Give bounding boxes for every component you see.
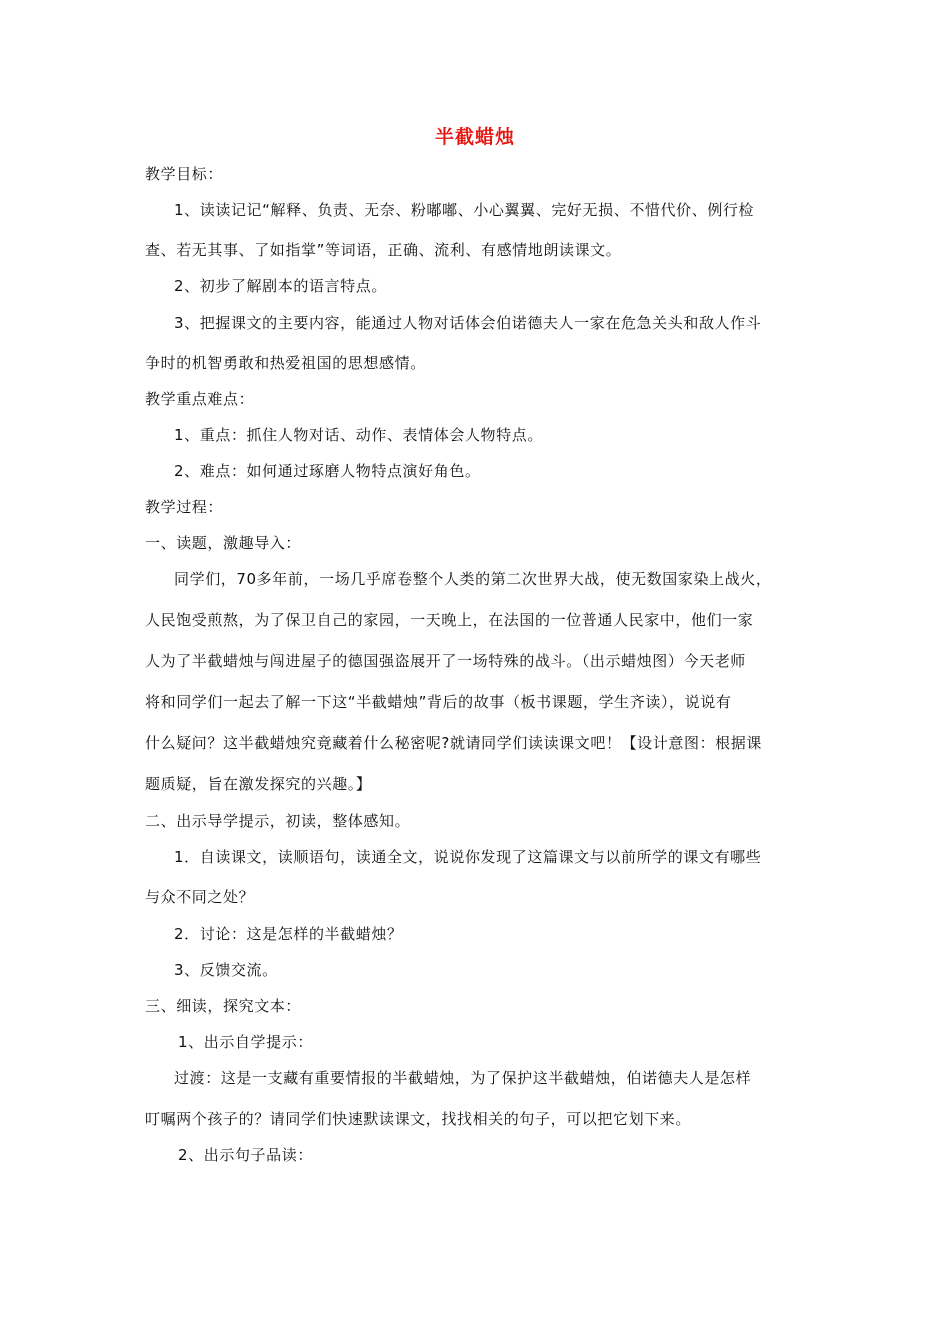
heading-key-points: 教学重点难点： (145, 390, 255, 408)
heading-teaching-process: 教学过程： (145, 498, 224, 516)
paragraph-line: 什么疑问？这半截蜡烛究竟藏着什么秘密呢?就请同学们读读课文吧！【设计意图：根据课 (145, 734, 762, 752)
paragraph-line: 过渡：这是一支藏有重要情报的半截蜡烛，为了保护这半截蜡烛，伯诺德夫人是怎样 (174, 1069, 752, 1087)
section-heading-1: 一、读题，激趣导入： (145, 534, 302, 552)
paragraph-line: 1、读读记记“解释、负责、无奈、粉嘟嘟、小心翼翼、完好无损、不惜代价、例行检 (174, 201, 755, 219)
paragraph-line: 同学们，70多年前，一场几乎席卷整个人类的第二次世界大战，使无数国家染上战火， (174, 570, 772, 588)
paragraph-line: 3、把握课文的主要内容，能通过人物对话体会伯诺德夫人一家在危急关头和敌人作斗 (174, 314, 762, 332)
section-heading-3: 三、细读，探究文本： (145, 997, 302, 1015)
paragraph-line: 1、出示自学提示： (178, 1033, 313, 1051)
paragraph-line: 题质疑，旨在激发探究的兴趣。】 (145, 775, 372, 793)
paragraph-line: 1．自读课文，读顺语句，读通全文，说说你发现了这篇课文与以前所学的课文有哪些 (174, 848, 762, 866)
heading-teaching-goals: 教学目标： (145, 165, 224, 183)
paragraph-line: 2、难点：如何通过琢磨人物特点演好角色。 (174, 462, 481, 480)
paragraph-line: 人民饱受煎熬，为了保卫自己的家园，一天晚上，在法国的一位普通人民家中，他们一家 (145, 611, 754, 629)
paragraph-line: 2、出示句子品读： (178, 1146, 313, 1164)
paragraph-line: 2、初步了解剧本的语言特点。 (174, 277, 387, 295)
paragraph-line: 叮嘱两个孩子的？请同学们快速默读课文，找找相关的句子，可以把它划下来。 (145, 1110, 692, 1128)
paragraph-line: 查、若无其事、了如指掌”等词语，正确、流利、有感情地朗读课文。 (145, 241, 622, 259)
paragraph-line: 1、重点：抓住人物对话、动作、表情体会人物特点。 (174, 426, 543, 444)
paragraph-line: 3、反馈交流。 (174, 961, 278, 979)
paragraph-line: 与众不同之处？ (145, 888, 255, 906)
paragraph-line: 人为了半截蜡烛与闯进屋子的德国强盗展开了一场特殊的战斗。（出示蜡烛图）今天老师 (145, 652, 746, 670)
paragraph-line: 争时的机智勇敢和热爱祖国的思想感情。 (145, 354, 426, 372)
paragraph-line: 将和同学们一起去了解一下这“半截蜡烛”背后的故事（板书课题，学生齐读），说说有 (145, 693, 732, 711)
section-heading-2: 二、出示导学提示，初读，整体感知。 (145, 812, 411, 830)
paragraph-line: 2．讨论：这是怎样的半截蜡烛？ (174, 925, 403, 943)
document-title: 半截蜡烛 (434, 126, 515, 148)
